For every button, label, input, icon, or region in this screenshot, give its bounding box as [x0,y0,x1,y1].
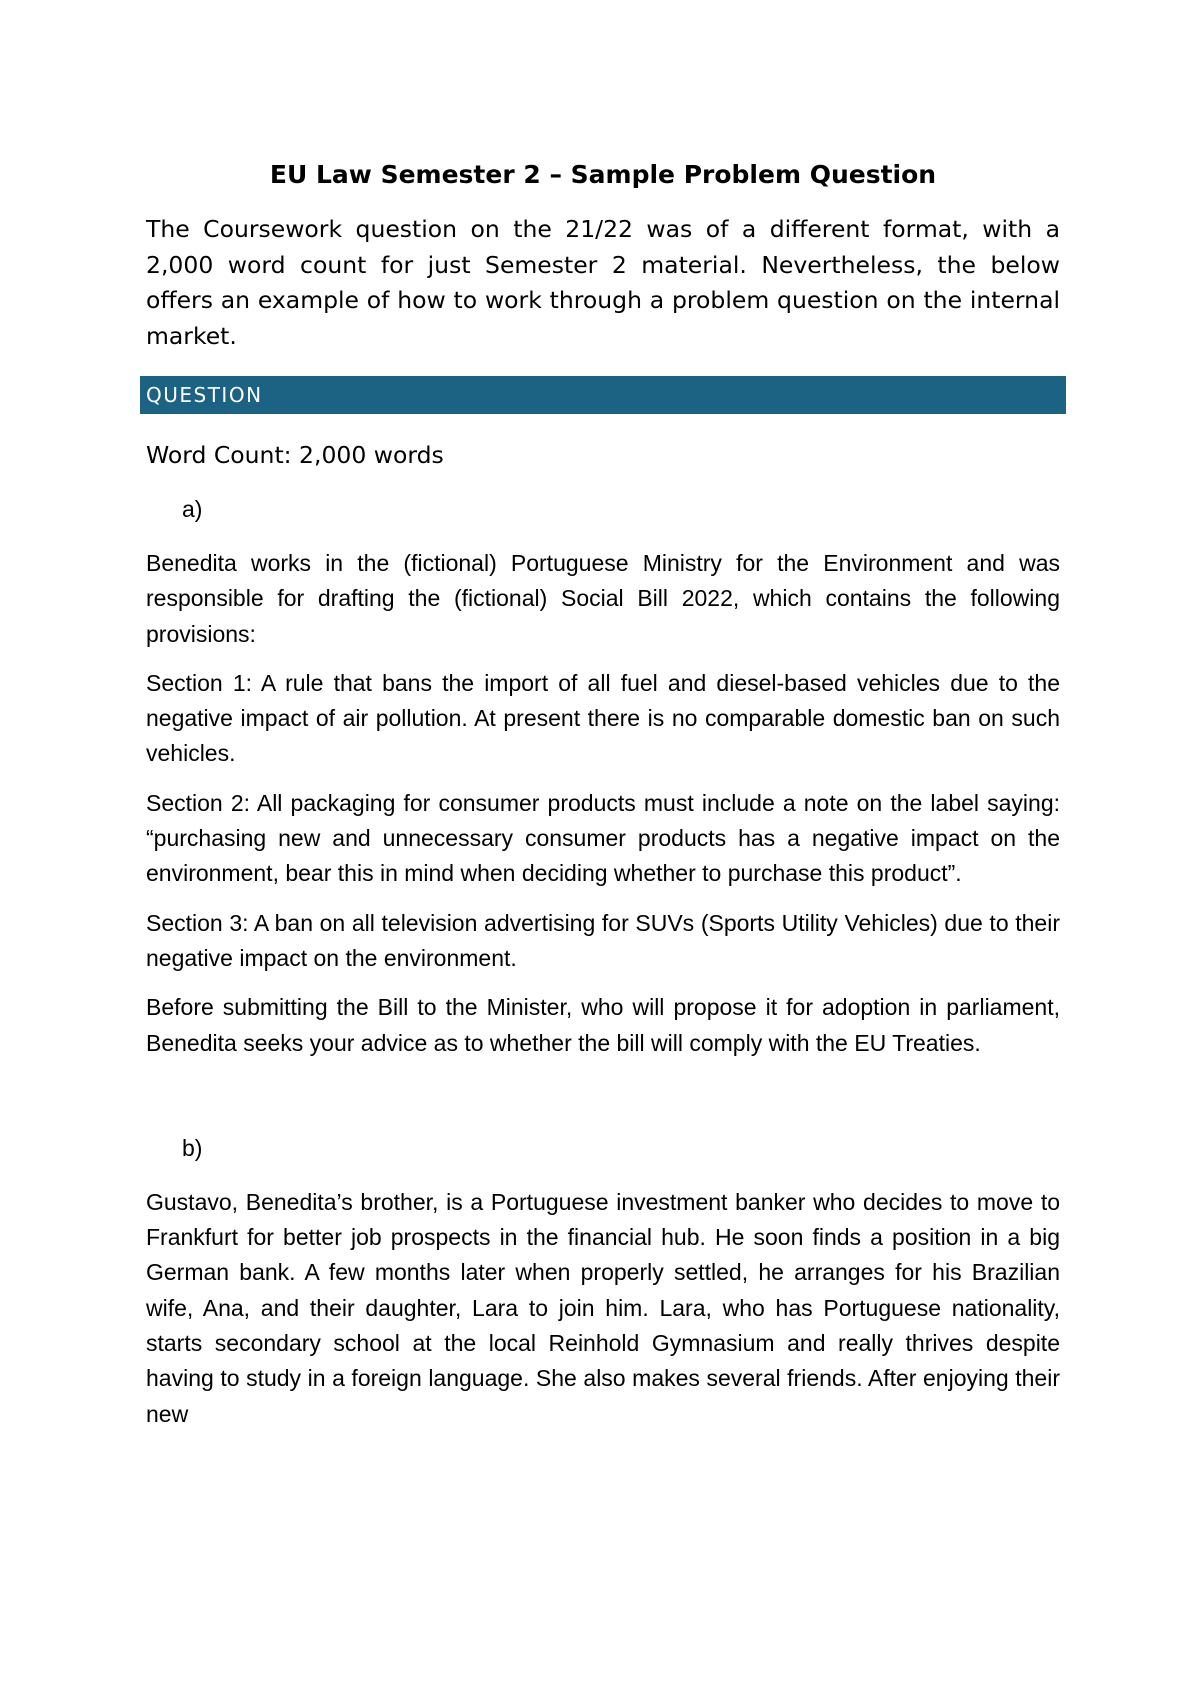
part-a-body [146,546,1060,1061]
part-a-paragraph-intro: Benedita works in the (fictional) Portuguese Ministry for the Environment and was responsible for drafting the (fictional) Social Bill 2022, which contains the following provisions: [146,550,1060,647]
part-a-section-1: Section 1: A rule that bans the import of all fuel and diesel-based vehicles due to the negative impact of air pollution. At present there is no comparable domestic ban on such vehicles. [146,669,1060,767]
intro-paragraph: The Coursework question on the 21/22 was of a different format, with a 2,000 word count for just Semester 2 material. Nevertheless, the below offers an example of how to work through a problem question on the internal market. [146,215,1060,350]
part-a-section-2: Section 2: All packaging for consumer products must include a note on the label saying: “purchasing new and unnecessary consumer products has a negative impact on the environment, bear this in mind when deciding whether to purchase this product”. [146,789,1060,887]
part-b-label: b) [182,1134,203,1161]
part-a-label: a) [182,496,203,522]
part-b-body [146,1185,1060,1432]
section-header-question: QUESTION [140,376,1066,414]
part-a-section-3: Section 3: A ban on all television advertising for SUVs (Sports Utility Vehicles) due to their negative impact on the environment. [146,909,1060,971]
part-b-paragraph-1: Gustavo, Benedita’s brother, is a Portuguese investment banker who decides to move to Frankfurt for better job prospects in the financial hub. He soon finds a position in a big German bank. A few months later when properly settled, he arranges for his Brazilian wife, Ana, and their daughter, Lara to join him. Lara, who has Portuguese nationality, starts secondary school at the local Reinhold Gymnasium and really thrives despite having to study in a foreign language. She also makes several friends. After enjoying their new [146,1188,1060,1427]
page-title: EU Law Semester 2 – Sample Problem Question [269,160,937,189]
word-count: Word Count: 2,000 words [146,441,444,469]
part-a-paragraph-request: Before submitting the Bill to the Minister, who will propose it for adoption in parliament, Benedita seeks your advice as to whether the bill will comply with the EU Treaties. [146,994,1060,1056]
document-body [146,160,1060,1432]
